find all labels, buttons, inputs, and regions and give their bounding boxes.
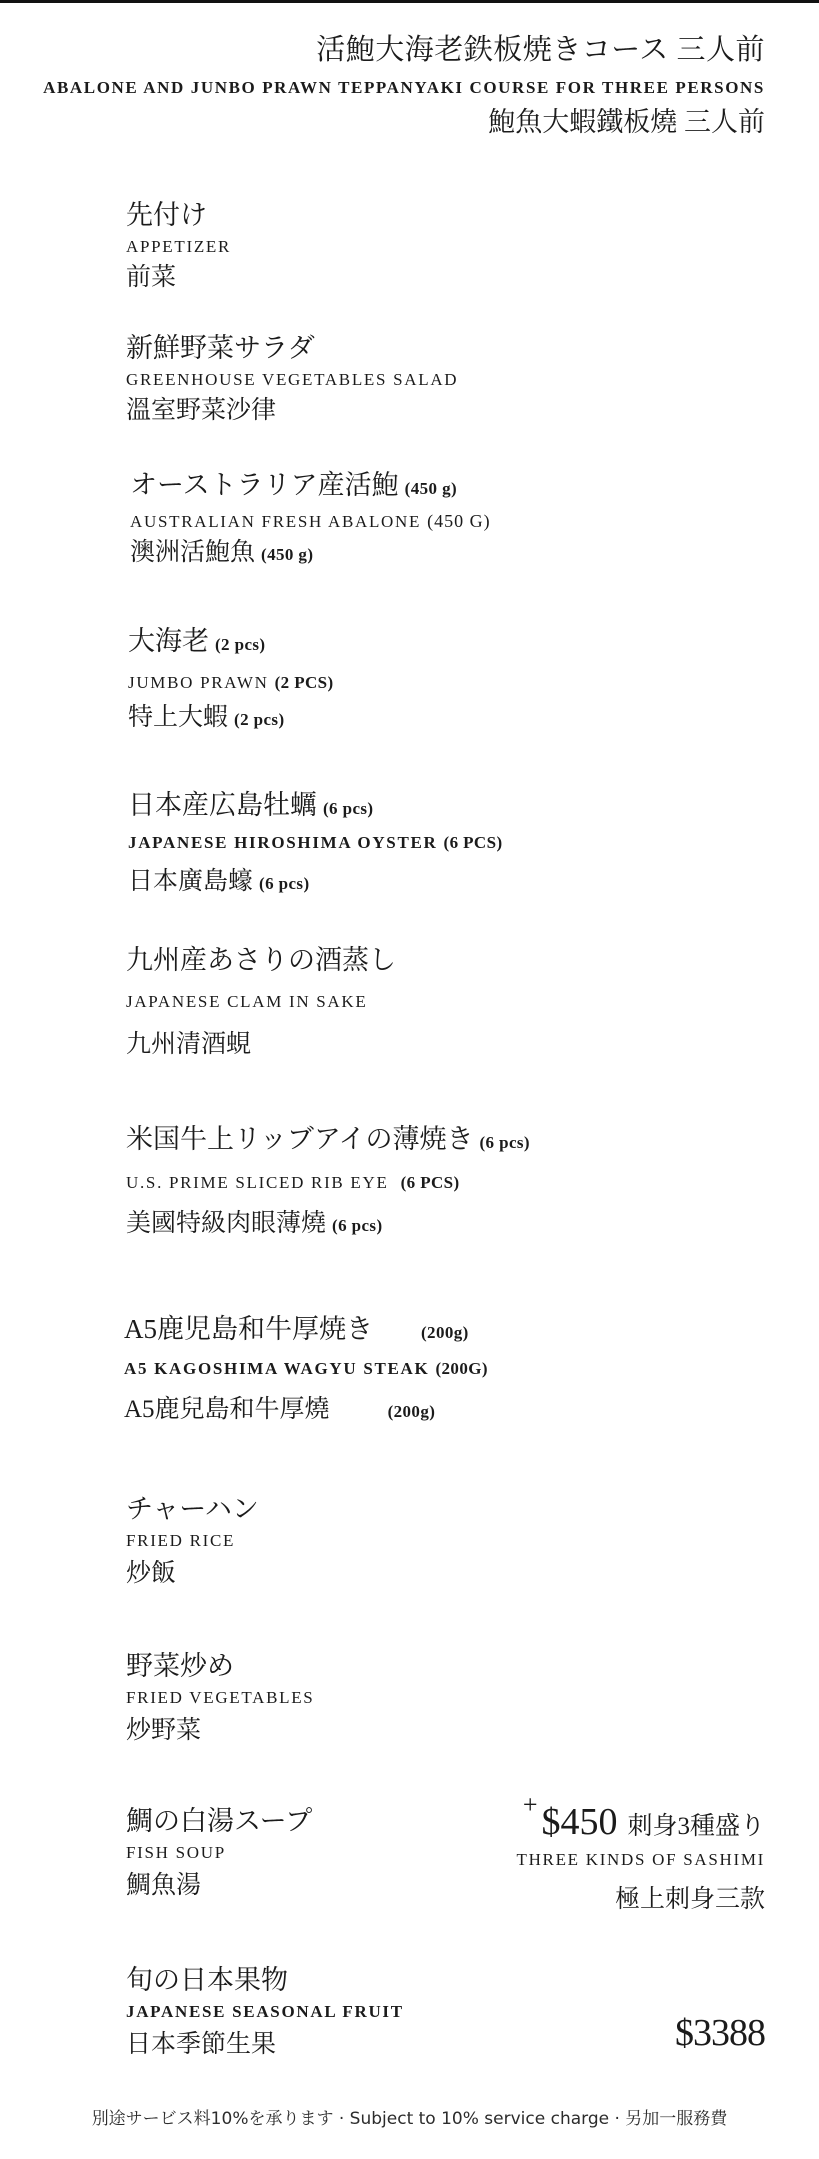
item-name-japanese-text: オーストラリア産活鮑 [130,470,399,500]
item-name-japanese-text: 大海老 [128,626,209,656]
item-name-japanese: 九州産あさりの酒蒸し [126,945,396,975]
item-name-english-text: A5 KAGOSHIMA WAGYU STEAK [124,1359,430,1378]
item-name-chinese-text: 澳洲活鮑魚 [130,539,256,566]
item-name-japanese: チャーハン [126,1494,259,1524]
menu-item-clam-in-sake [126,941,546,1063]
item-quantity: (450 G) [427,511,491,531]
item-name-japanese: 旬の日本果物 [126,1965,288,1995]
item-quantity: (200G) [435,1359,488,1378]
item-name-english: FRIED VEGETABLES [126,1688,315,1707]
menu-item-fish-soup [126,1802,546,1904]
menu-item-seasonal-fruit [126,1961,546,2063]
addon-plus-sign: + [522,1790,538,1819]
item-name-japanese-text: 米国牛上リッブアイの薄焼き [126,1124,474,1154]
item-quantity: (450 g) [404,479,458,498]
item-name-chinese-text: 美國特級肉眼薄燒 [126,1210,327,1237]
menu-item-hiroshima-oyster [128,786,548,902]
course-title-english: ABALONE AND JUNBO PRAWN TEPPANYAKI COURSE FOR THREE PERSONS [43,78,765,97]
menu-item-abalone [130,466,550,573]
item-quantity: (200g) [421,1323,469,1342]
item-name-japanese-text: A5鹿児島和牛厚焼き [124,1314,373,1344]
item-name-english [128,670,548,696]
item-name-chinese: 鯛魚湯 [126,1872,202,1899]
item-name-english: FISH SOUP [126,1843,226,1862]
item-name-japanese [128,622,548,664]
sashimi-addon [516,1790,766,1918]
item-quantity: (6 PCS) [400,1173,460,1192]
item-quantity: (2 pcs) [234,710,285,729]
item-name-english: GREENHOUSE VEGETABLES SALAD [126,370,459,389]
item-name-chinese: 日本季節生果 [126,2031,277,2058]
item-name-english-text: JUMBO PRAWN [128,673,269,692]
item-name-chinese [128,700,548,738]
item-name-japanese: 野菜炒め [126,1651,234,1681]
item-name-chinese-text: A5鹿兒島和牛厚燒 [124,1396,330,1423]
item-name-english [124,1356,544,1382]
item-name-chinese-text: 特上大蝦 [128,704,229,731]
addon-name-chinese: 極上刺身三款 [614,1886,765,1913]
item-name-chinese [128,864,548,902]
item-name-japanese [126,1120,546,1162]
service-charge-note: 別途サービス料10%を承ります · Subject to 10% service charge · 另加一服務費 [91,2109,728,2129]
item-name-chinese: 溫室野菜沙律 [126,397,277,424]
item-name-chinese: 炒野菜 [126,1717,202,1744]
menu-header [43,30,765,140]
course-title-japanese: 活鮑大海老鉄板焼きコース 三人前 [316,34,765,66]
menu-item-appetizer [126,196,546,296]
menu-item-wagyu-steak [124,1310,544,1430]
item-name-japanese-text: 日本産広島牡蠣 [128,790,317,820]
item-name-chinese-text: 日本廣島蠔 [128,868,254,895]
addon-name-japanese: 刺身3種盛り [627,1813,765,1840]
item-name-english [126,1170,546,1196]
item-name-chinese [126,1206,546,1244]
item-name-english [128,830,548,856]
item-name-english: JAPANESE SEASONAL FRUIT [126,2002,404,2021]
item-name-japanese [124,1310,544,1352]
menu-item-jumbo-prawn [128,622,548,738]
addon-name-english: THREE KINDS OF SASHIMI [516,1850,765,1869]
item-name-english-text: JAPANESE HIROSHIMA OYSTER [128,833,438,852]
item-name-english-text: AUSTRALIAN FRESH ABALONE [130,512,422,531]
item-name-japanese [130,466,550,508]
item-name-japanese: 新鮮野菜サラダ [126,333,315,363]
item-quantity: (200g) [387,1402,436,1421]
item-name-english-text: U.S. PRIME SLICED RIB EYE [126,1173,389,1192]
item-name-japanese: 先付け [126,200,207,230]
item-name-chinese [130,535,550,573]
item-name-japanese [128,786,548,828]
item-quantity: (6 pcs) [332,1216,383,1235]
item-name-english: FRIED RICE [126,1531,236,1550]
addon-price-line [517,1790,766,1846]
item-name-english: JAPANESE CLAM IN SAKE [126,992,368,1011]
item-name-english: APPETIZER [126,237,232,256]
item-name-chinese: 炒飯 [126,1560,177,1587]
item-name-english [130,508,550,535]
item-name-chinese: 前菜 [126,264,177,291]
course-price: $3388 [675,2012,765,2054]
item-name-chinese [124,1392,544,1430]
item-quantity: (2 pcs) [215,635,266,654]
item-name-chinese: 九州清酒蜆 [126,1031,252,1058]
item-quantity: (450 g) [261,545,314,564]
item-name-japanese: 鯛の白湯スープ [126,1806,313,1836]
menu-item-fried-rice [126,1490,546,1592]
item-quantity: (6 pcs) [479,1133,530,1152]
item-quantity: (6 pcs) [259,874,310,893]
menu-item-salad [126,329,546,429]
item-quantity: (2 PCS) [274,673,334,692]
menu-item-rib-eye [126,1120,546,1244]
item-quantity: (6 pcs) [323,799,374,818]
menu-item-fried-vegetables [126,1647,546,1749]
course-title-chinese: 鮑魚大蝦鐵板燒 三人前 [488,107,765,137]
addon-price: $450 [541,1801,618,1843]
top-rule [0,0,819,3]
item-quantity: (6 PCS) [443,833,503,852]
